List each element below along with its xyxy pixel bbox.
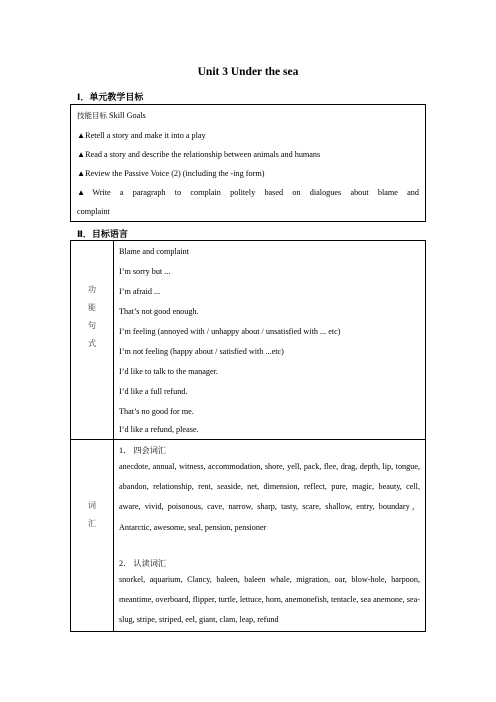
function-line: Blame and complaint	[119, 247, 190, 256]
target-language-table	[70, 240, 426, 632]
section-heading-goals: Ⅰ．单元教学目标	[77, 93, 144, 103]
function-line: I’m afraid ...	[119, 287, 161, 296]
goal-item: ▲Read a story and describe the relationship between animals and humans	[77, 150, 321, 159]
goal-item-continued: complaint	[77, 207, 110, 216]
function-line: I’m feeling (annoyed with / unhappy about / unsatisfied with ... etc)	[119, 327, 341, 336]
function-line: I’d like a refund, please.	[119, 425, 199, 434]
goals-header-cn: 技能目标	[77, 111, 107, 120]
goal-item: ▲Review the Passive Voice (2) (including the -ing form)	[77, 169, 265, 178]
vocab-heading-passive: 2． 认读词汇	[119, 559, 167, 568]
vocab-passive-words: snorkel, aquarium, Clancy, baleen, baleen whale, migration, oar, blow-hole, harpoon, meantime, overboard, flipper, turtle, lettuce, horn, anemonefish, tentacle, sea anemone, sea-slug, stripe, striped, eel, giant, clam, leap, refund	[119, 575, 420, 625]
goals-header-en: Skill Goals	[107, 111, 146, 120]
function-line: That’s not good enough.	[119, 307, 199, 316]
page-title: Unit 3 Under the sea	[197, 66, 299, 78]
row-divider	[71, 439, 425, 440]
vocab-active-words: anecdote, annual, witness, accommodation, shore, yell, pack, flee, drag, depth, lip, tongue, abandon, relationship, rent, seaside, net, dimension, reflect, pure, magic, beauty, cell, aware, vivid, poisonous, cave, narrow, sharp, tasty, scare, shallow, entry, boundary，Antarctic, awesome, seal, pension, pensioner	[119, 462, 420, 532]
section-heading-language: Ⅱ．目标语言	[77, 230, 128, 240]
function-line: I’d like to talk to the manager.	[119, 367, 218, 376]
goal-item: ▲Retell a story and make it into a play	[77, 131, 206, 140]
function-line: That’s no good for me.	[119, 407, 194, 416]
function-line: I’d like a full refund.	[119, 387, 188, 396]
function-line: I’m sorry but ...	[119, 267, 171, 276]
vocab-heading-active: 1． 四会词汇	[119, 446, 167, 455]
goal-item: ▲Write a paragraph to complain politely based on dialogues about blame and	[77, 188, 419, 197]
goals-header	[77, 111, 419, 121]
functions-label: 功 能 句 式	[88, 285, 96, 348]
column-divider	[113, 241, 114, 631]
skill-goals-box	[70, 104, 426, 222]
vocabulary-label: 词 汇	[88, 501, 96, 528]
function-line: I’m not feeling (happy about / satisfied with ...etc)	[119, 347, 284, 356]
